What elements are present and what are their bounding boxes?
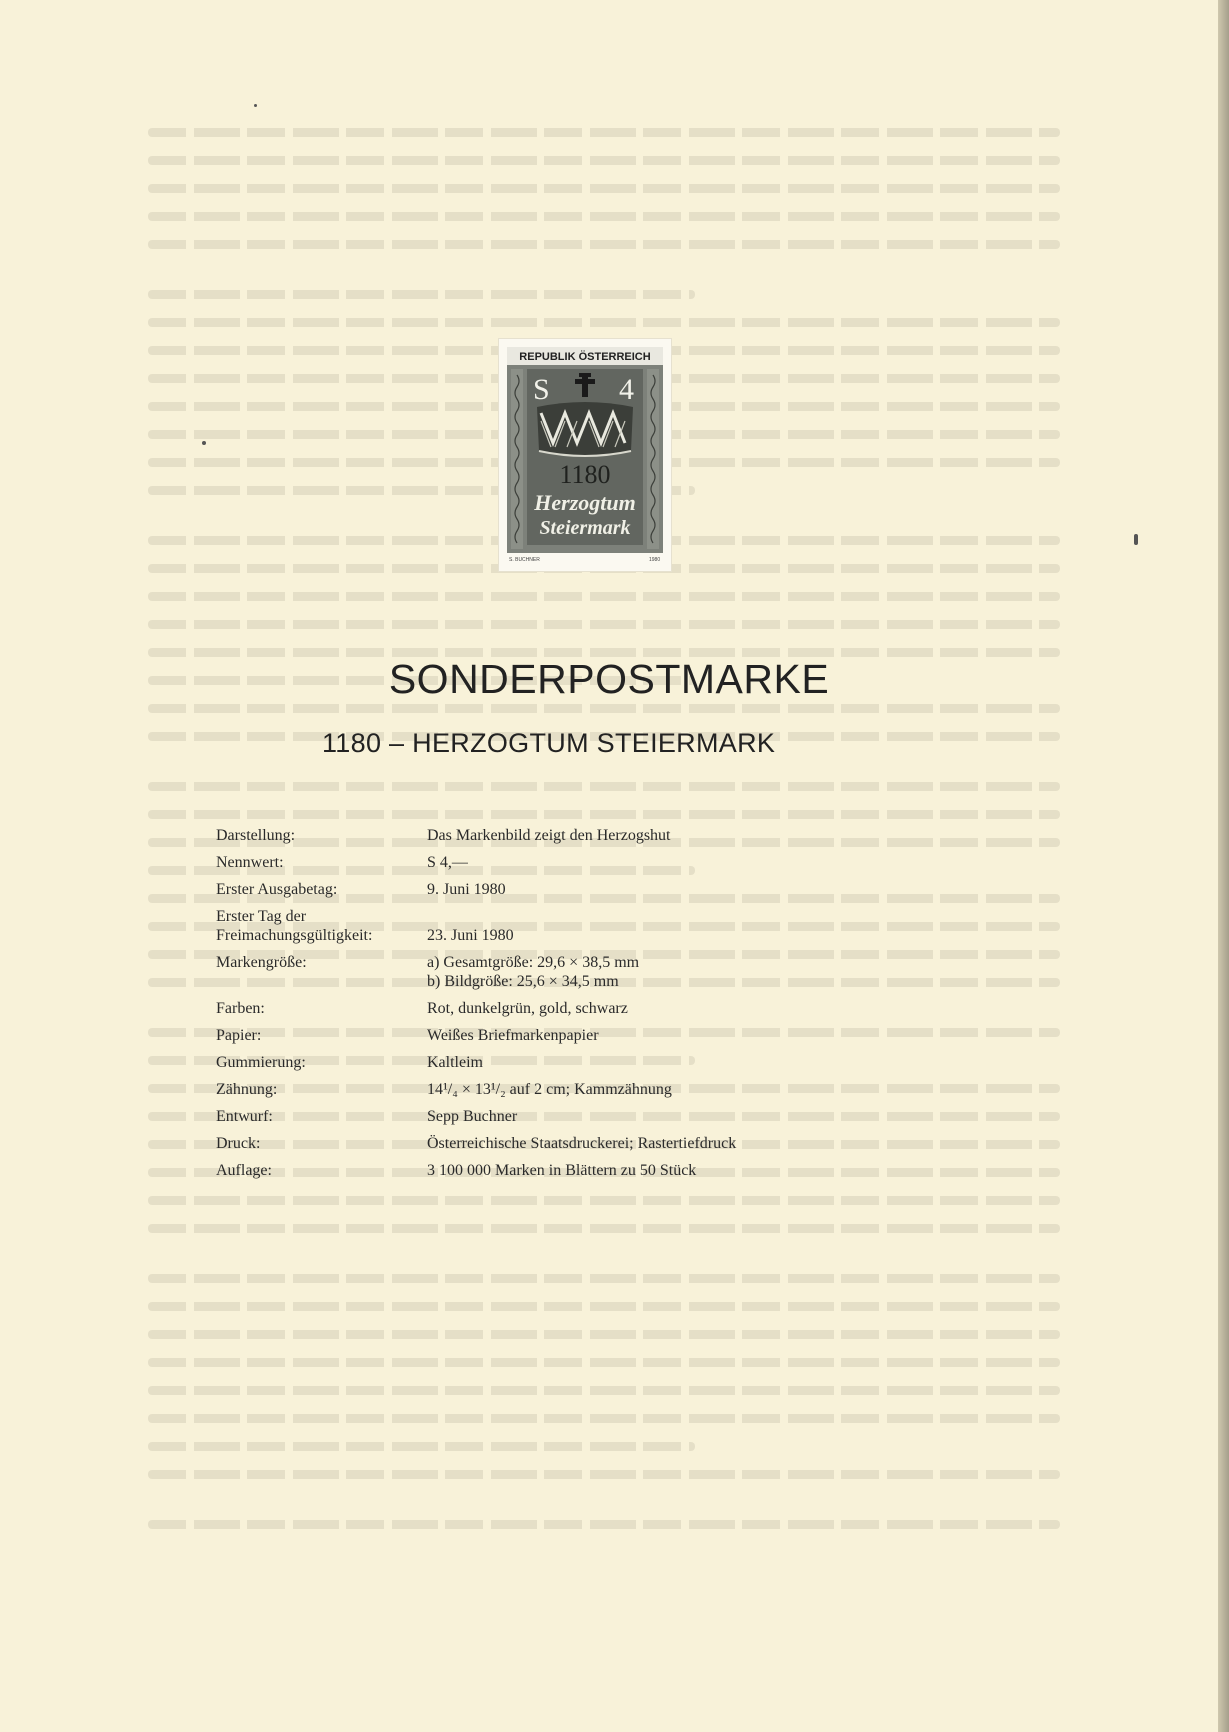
- spec-label-line: Markengröße:: [216, 954, 307, 971]
- show-through-line: [148, 1386, 1060, 1395]
- show-through-line: [148, 1414, 1060, 1423]
- show-through-line: [148, 592, 1060, 601]
- spec-value-line: Sepp Buchner: [427, 1108, 518, 1125]
- spec-label: [216, 1134, 426, 1153]
- spec-label-line: Freimachungsgültigkeit:: [216, 927, 373, 944]
- paper-speck: [202, 441, 206, 445]
- spec-label-line: Gummierung:: [216, 1054, 306, 1071]
- spec-label: [216, 1026, 426, 1045]
- stamp-line2: Steiermark: [539, 517, 631, 539]
- spec-row: [216, 1026, 916, 1045]
- spec-label: [216, 907, 426, 945]
- page-subtitle: 1180 – HERZOGTUM STEIERMARK: [322, 728, 776, 758]
- spec-value-line: Weißes Briefmarkenpapier: [427, 1027, 599, 1044]
- spec-table: [216, 826, 916, 1188]
- show-through-line: [148, 290, 695, 299]
- spec-value: [427, 853, 916, 872]
- spec-label: [216, 826, 426, 845]
- spec-value-line: Rot, dunkelgrün, gold, schwarz: [427, 1000, 628, 1017]
- stamp-line1: Herzogtum: [534, 490, 636, 515]
- spec-label: [216, 953, 426, 972]
- page-title: SONDERPOSTMARKE: [388, 656, 830, 702]
- show-through-line: [148, 1224, 1060, 1233]
- spec-value-line: 3 100 000 Marken in Blättern zu 50 Stück: [427, 1162, 697, 1179]
- spec-value-line: 14¹/₄ × 13¹/₂ auf 2 cm; Kammzähnung: [427, 1081, 672, 1098]
- spec-value: [427, 1080, 916, 1099]
- spec-label: [216, 1080, 426, 1099]
- spec-value: [427, 1053, 916, 1072]
- spec-row: [216, 826, 916, 845]
- show-through-line: [148, 704, 1060, 713]
- spec-label: [216, 999, 426, 1018]
- show-through-line: [148, 318, 1060, 327]
- spec-label-line: Zähnung:: [216, 1081, 278, 1098]
- spec-value-line: S 4,—: [427, 854, 468, 871]
- paper-speck: [1134, 534, 1138, 545]
- show-through-line: [148, 1330, 1060, 1339]
- spec-row: [216, 907, 916, 945]
- spec-label-line: Erster Tag der: [216, 908, 307, 925]
- stamp-country-text: REPUBLIK ÖSTERREICH: [519, 351, 651, 363]
- show-through-line: [148, 212, 1060, 221]
- spec-value-line: Österreichische Staatsdruckerei; Rastertiefdruck: [427, 1135, 737, 1152]
- show-through-line: [148, 620, 1060, 629]
- spec-label-line: Auflage:: [216, 1162, 272, 1179]
- spec-label-line: Entwurf:: [216, 1108, 273, 1125]
- spec-row: [216, 1080, 916, 1099]
- spec-value-line: b) Bildgröße: 25,6 × 34,5 mm: [427, 973, 619, 990]
- show-through-line: [148, 760, 1060, 782]
- spec-label-line: Farben:: [216, 1000, 265, 1017]
- spec-row: [216, 1161, 916, 1180]
- spec-label-line: Nennwert:: [216, 854, 284, 871]
- paper-speck: [254, 104, 257, 107]
- spec-label: [216, 880, 426, 899]
- show-through-line: [148, 1470, 1060, 1479]
- stamp-year: 1180: [559, 460, 611, 489]
- stamp-currency: S: [533, 373, 550, 406]
- stamp-proof: [499, 339, 671, 571]
- show-through-line: [148, 240, 1060, 249]
- spec-row: [216, 1053, 916, 1072]
- spec-value: [427, 880, 916, 899]
- spec-value-line: a) Gesamtgröße: 29,6 × 38,5 mm: [427, 954, 640, 971]
- stamp-imprint-year: 1980: [649, 557, 661, 563]
- show-through-line: [148, 184, 1060, 193]
- spec-row: [216, 1107, 916, 1126]
- spec-label: [216, 853, 426, 872]
- spec-label: [216, 1053, 426, 1072]
- ducal-hat-icon: [537, 402, 633, 456]
- spec-value: [427, 1107, 916, 1126]
- spec-value: [427, 1026, 916, 1045]
- spec-value: [427, 1134, 916, 1153]
- stamp-designer-imprint: S. BUCHNER: [509, 557, 540, 563]
- spec-row: [216, 1134, 916, 1153]
- spec-value-line: Kaltleim: [427, 1054, 483, 1071]
- spec-value: [427, 1161, 916, 1180]
- show-through-line: [148, 1442, 695, 1451]
- show-through-line: [148, 810, 1060, 819]
- spec-row: [216, 880, 916, 899]
- show-through-line: [148, 1358, 1060, 1367]
- spec-label-line: Papier:: [216, 1027, 262, 1044]
- spec-row: [216, 953, 916, 991]
- spec-value-line: 23. Juni 1980: [427, 927, 514, 944]
- show-through-line: [148, 1196, 1060, 1205]
- spec-row: [216, 999, 916, 1018]
- spec-label-line: Darstellung:: [216, 827, 296, 844]
- sheet-edge: [1218, 0, 1229, 1732]
- spec-value: [427, 826, 916, 845]
- show-through-line: [148, 1252, 1060, 1274]
- show-through-line: [148, 156, 1060, 165]
- stamp-value: 4: [619, 373, 634, 406]
- show-through-line: [148, 1302, 1060, 1311]
- spec-value: [427, 907, 916, 945]
- spec-value: [427, 953, 916, 991]
- show-through-line: [148, 1498, 1060, 1520]
- show-through-line: [148, 782, 1060, 791]
- spec-label-line: Erster Ausgabetag:: [216, 881, 338, 898]
- show-through-line: [148, 1520, 1060, 1529]
- spec-value-line: Das Markenbild zeigt den Herzogshut: [427, 827, 671, 844]
- spec-label: [216, 1107, 426, 1126]
- spec-row: [216, 853, 916, 872]
- spec-label-line: Druck:: [216, 1135, 261, 1152]
- show-through-line: [148, 268, 1060, 290]
- spec-value-line: 9. Juni 1980: [427, 881, 506, 898]
- spec-label: [216, 1161, 426, 1180]
- stamp-image: [507, 347, 663, 553]
- show-through-line: [148, 1274, 1060, 1283]
- show-through-line: [148, 128, 1060, 137]
- spec-value: [427, 999, 916, 1018]
